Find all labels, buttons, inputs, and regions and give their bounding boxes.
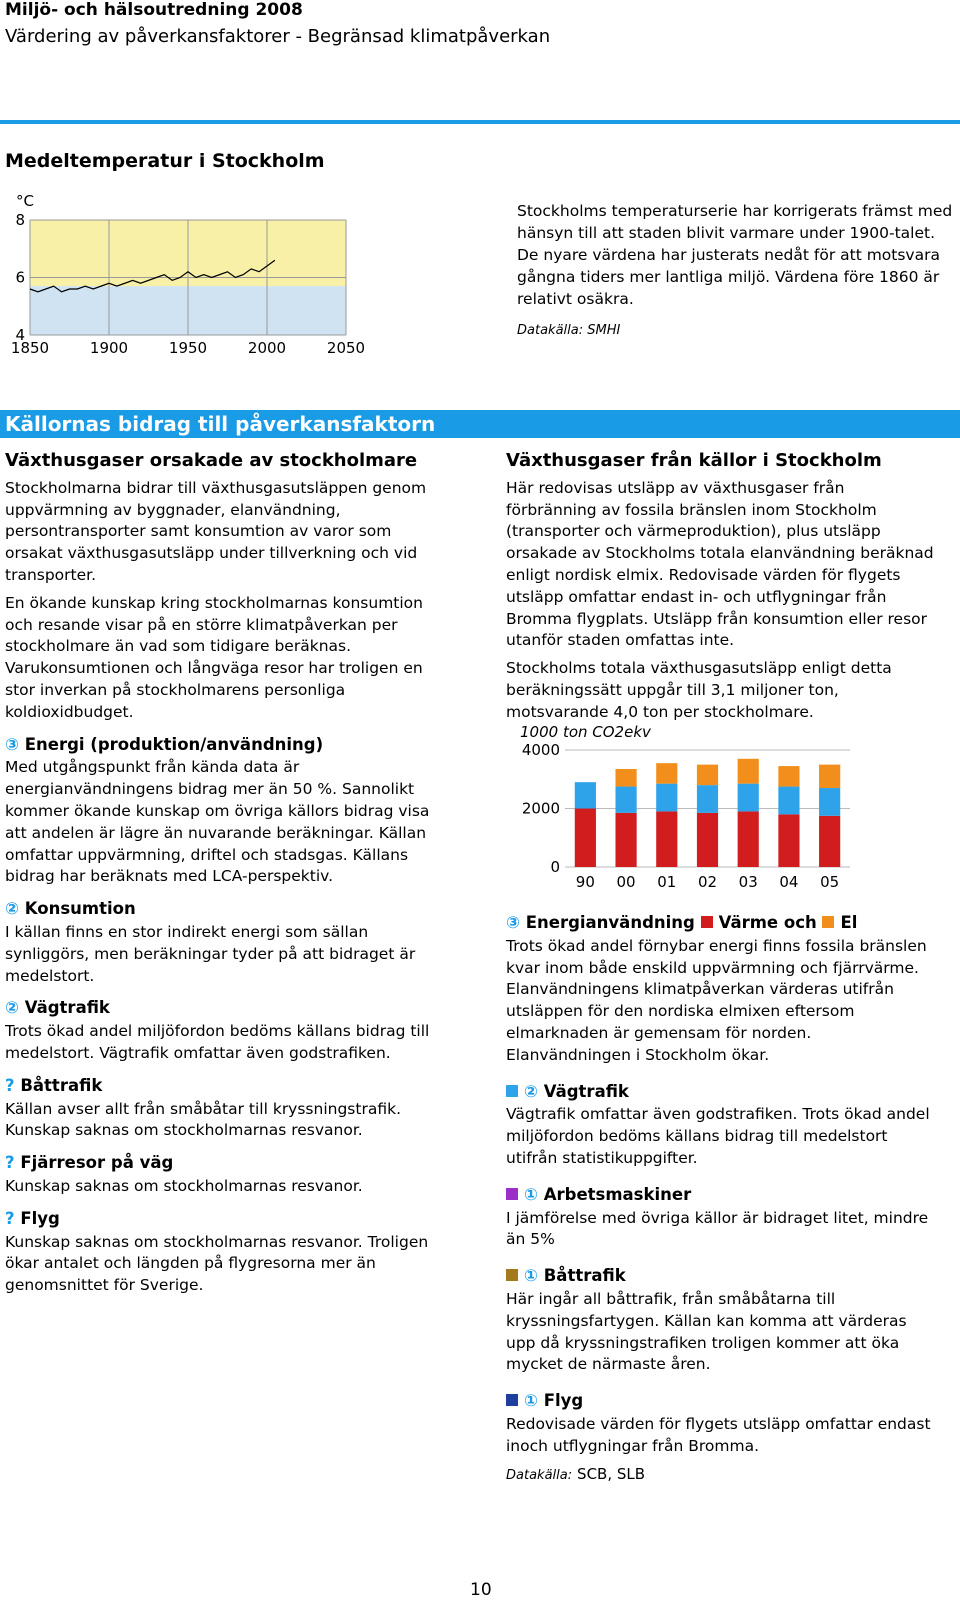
- x-tick-label: 04: [779, 873, 799, 891]
- left-item-title: [5, 898, 450, 920]
- right-paragraph-1: Här redovisas utsläpp av växthusgaser från förbränning av fossila bränslen inom Stockholm (transporter och värmeproduktion), plus utsläpp orsakade av Stockholms totala elanvändning beräknad enligt nordisk elmix. Redovisade värden för flygets utsläpp omfattar endast in- och utflygningar från Bromma flygplats. Utsläpp från konsumtion eller resor utanför staden omfattas inte.: [506, 478, 934, 650]
- legend-swatch-red: [701, 916, 713, 928]
- energy-title-2: Värme och: [718, 913, 817, 932]
- x-tick-label: 1950: [168, 339, 208, 357]
- rating-mark: ②: [5, 899, 19, 919]
- bar-segment: [819, 788, 840, 816]
- x-tick-label: 03: [738, 873, 758, 891]
- right-item-title-text: Arbetsmaskiner: [543, 1184, 692, 1204]
- bar-segment: [575, 782, 596, 808]
- bar-segment: [656, 811, 677, 867]
- y-tick-label: 8: [15, 211, 25, 229]
- y-tick-label: 0: [550, 858, 560, 876]
- page-number: 10: [470, 1580, 492, 1600]
- right-item-title-text: Vägtrafik: [543, 1081, 629, 1101]
- x-tick-label: 05: [820, 873, 840, 891]
- header-divider: [0, 120, 960, 124]
- y-tick-label: 4000: [521, 741, 560, 759]
- left-item-text: I källan finns en stor indirekt energi som sällan synliggörs, men beräkningar tyder på att bidraget är medelstort.: [5, 922, 416, 985]
- x-tick-label: 01: [657, 873, 677, 891]
- right-item-title: [506, 1265, 936, 1287]
- left-item-text: Källan avser allt från småbåtar till kryssningstrafik. Kunskap saknas om stockholmarnas resvanor.: [5, 1099, 401, 1140]
- report-title: Miljö- och hälsoutredning 2008: [5, 0, 303, 20]
- rating-mark: ③: [506, 913, 520, 932]
- right-item-text: Här ingår all båttrafik, från småbåtarna till kryssningsfartygen. Källan kan komma att värderas upp då kryssningstrafiken troligen kommer att öka mycket de närmaste åren.: [506, 1289, 907, 1374]
- right-column: [506, 450, 936, 730]
- right-legend-list: [506, 912, 936, 1486]
- energy-title-1: Energianvändning: [525, 913, 695, 932]
- left-item-title: [5, 1208, 450, 1230]
- left-item-title: [5, 1075, 450, 1097]
- bar-segment: [819, 765, 840, 788]
- y-axis-label: 1000 ton CO2ekv: [520, 723, 651, 741]
- left-item-title: [5, 1152, 450, 1174]
- x-tick-label: 00: [616, 873, 636, 891]
- y-axis-label: °C: [16, 192, 34, 210]
- x-tick-label: 1900: [89, 339, 129, 357]
- bar-segment: [738, 759, 759, 784]
- rating-mark: ②: [5, 998, 19, 1018]
- bar-segment: [819, 816, 840, 867]
- right-item-text: I jämförelse med övriga källor är bidraget litet, mindre än 5%: [506, 1208, 929, 1249]
- x-tick-label: 2000: [247, 339, 287, 357]
- left-item-text: Kunskap saknas om stockholmarnas resvanor.: [5, 1176, 363, 1195]
- bar-segment: [615, 813, 636, 867]
- y-tick-label: 2000: [521, 799, 560, 818]
- bar-segment: [656, 763, 677, 783]
- rating-mark: ?: [5, 1075, 15, 1095]
- rating-mark: ?: [5, 1208, 15, 1228]
- bar-segment: [615, 769, 636, 787]
- y-tick-label: 6: [15, 268, 25, 287]
- left-item-text: Trots ökad andel miljöfordon bedöms källans bidrag till medelstort. Vägtrafik omfattar även godstrafiken.: [5, 1022, 430, 1062]
- rating-mark: ①: [524, 1391, 538, 1411]
- right-heading: Växthusgaser från källor i Stockholm: [506, 450, 882, 471]
- rating-mark: ③: [5, 734, 19, 754]
- bar-segment: [575, 809, 596, 868]
- left-item-text: Kunskap saknas om stockholmarnas resvanor. Troligen ökar antalet och längden på flygresorna mer än genomsnittet för Sverige.: [5, 1232, 429, 1295]
- right-item-title: [506, 1081, 936, 1103]
- energy-title-3: El: [840, 913, 858, 932]
- x-tick-label: 2050: [326, 339, 366, 357]
- left-item-text: Med utgångspunkt från kända data är energianvändningens bidrag mer än 50 %. Sannolikt kommer ökande kunskap om övriga källors bidrag visa att andelen är lägre än nuvarande beräkningar. Källan omfattar uppvärmning, driftel och stadsgas. Källans bidrag har beräknats med LCA-perspektiv.: [5, 758, 430, 886]
- left-item-title: [5, 734, 450, 756]
- legend-swatch-orange: [822, 916, 834, 928]
- legend-swatch: [506, 1394, 518, 1406]
- legend-swatch: [506, 1085, 518, 1097]
- section-banner: Källornas bidrag till påverkansfaktorn: [0, 410, 960, 438]
- left-item-title-text: Fjärresor på väg: [20, 1153, 174, 1173]
- left-heading: Växthusgaser orsakade av stockholmare: [5, 450, 418, 471]
- bar-segment: [738, 784, 759, 812]
- temperature-source: Datakälla: SMHI: [517, 323, 621, 338]
- right-item-title-text: Båttrafik: [543, 1266, 626, 1286]
- left-item-title-text: Energi (produktion/användning): [24, 734, 324, 754]
- right-item-title: [506, 1184, 936, 1206]
- right-paragraph-2: Stockholms totala växthusgasutsläpp enligt detta beräkningssätt uppgår till 3,1 miljoner ton, motsvarande 4,0 ton per stockholmare.: [506, 659, 892, 721]
- right-item-text: Redovisade värden för flygets utsläpp omfattar endast inoch utflygningar från Bromma.: [506, 1414, 931, 1455]
- bar-segment: [778, 787, 799, 815]
- bar-segment: [656, 784, 677, 812]
- left-column: [5, 450, 450, 1303]
- rating-mark: ?: [5, 1153, 15, 1173]
- rating-mark: ①: [524, 1184, 538, 1204]
- bar-segment: [738, 811, 759, 867]
- energy-item-title: [506, 912, 936, 934]
- left-item-title-text: Båttrafik: [20, 1075, 103, 1095]
- bar-segment: [778, 766, 799, 786]
- temperature-note-text: Stockholms temperaturserie har korrigerats främst med hänsyn till att staden blivit varmare under 1900-talet. De nyare värdena har justerats nedåt för att motsvara gångna tiders mer lantliga miljö. Värdena före 1860 är relativt osäkra.: [517, 202, 953, 308]
- x-tick-label: 1850: [10, 339, 50, 357]
- x-tick-label: 02: [697, 873, 718, 891]
- bar-segment: [615, 787, 636, 813]
- emissions-source-value: SCB, SLB: [577, 1464, 646, 1483]
- temperature-chart: [10, 185, 380, 365]
- left-paragraph-2: En ökande kunskap kring stockholmarnas konsumtion och resande visar på en större klimatpåverkan per stockholmare än vad som tidigare beräknas. Varukonsumtionen och långväga resor har troligen en stor inverkan på stockholmarens personliga koldioxidbudget.: [5, 593, 423, 721]
- rating-mark: ①: [524, 1266, 538, 1286]
- bar-segment: [697, 813, 718, 867]
- left-item-title-text: Konsumtion: [24, 899, 136, 919]
- rating-mark: ②: [524, 1081, 538, 1101]
- right-item-text: Vägtrafik omfattar även godstrafiken. Trots ökad andel miljöfordon bedöms källans bidrag till medelstort utifrån statistikuppgifter.: [506, 1105, 930, 1167]
- left-item-title-text: Flyg: [20, 1208, 60, 1228]
- left-item-title-text: Vägtrafik: [24, 998, 110, 1018]
- right-item-title: [506, 1390, 936, 1412]
- temperature-heading: Medeltemperatur i Stockholm: [5, 150, 325, 172]
- left-item-title: [5, 997, 450, 1019]
- legend-swatch: [506, 1188, 518, 1200]
- bar-segment: [697, 785, 718, 813]
- left-source-list: [5, 734, 450, 1297]
- emissions-chart: [510, 715, 860, 895]
- right-item-title-text: Flyg: [543, 1391, 584, 1411]
- x-tick-label: 90: [575, 873, 595, 891]
- energy-item-text: Trots ökad andel förnybar energi finns fossila bränslen kvar inom både enskild uppvärmning och fjärrvärme. Elanvändningens klimatpåverkan värderas utifrån utsläppen för den nordiska elmixen eftersom elmarknaden är gemensam för norden. Elanvändningen i Stockholm ökar.: [506, 936, 927, 1064]
- bar-segment: [697, 765, 718, 785]
- temperature-note: [517, 200, 957, 342]
- y-tick-label: 4: [15, 326, 25, 344]
- emissions-source-label: Datakälla:: [506, 1467, 573, 1483]
- left-paragraph-1: Stockholmarna bidrar till växthusgasutsläppen genom uppvärmning av byggnader, elanvändning, persontransporter samt konsumtion av varor som orsakat växthusgasutsläpp under tillverkning och vid transporter.: [5, 478, 427, 584]
- report-subtitle: Värdering av påverkansfaktorer - Begränsad klimatpåverkan: [5, 26, 551, 47]
- legend-swatch: [506, 1269, 518, 1281]
- bar-segment: [778, 814, 799, 867]
